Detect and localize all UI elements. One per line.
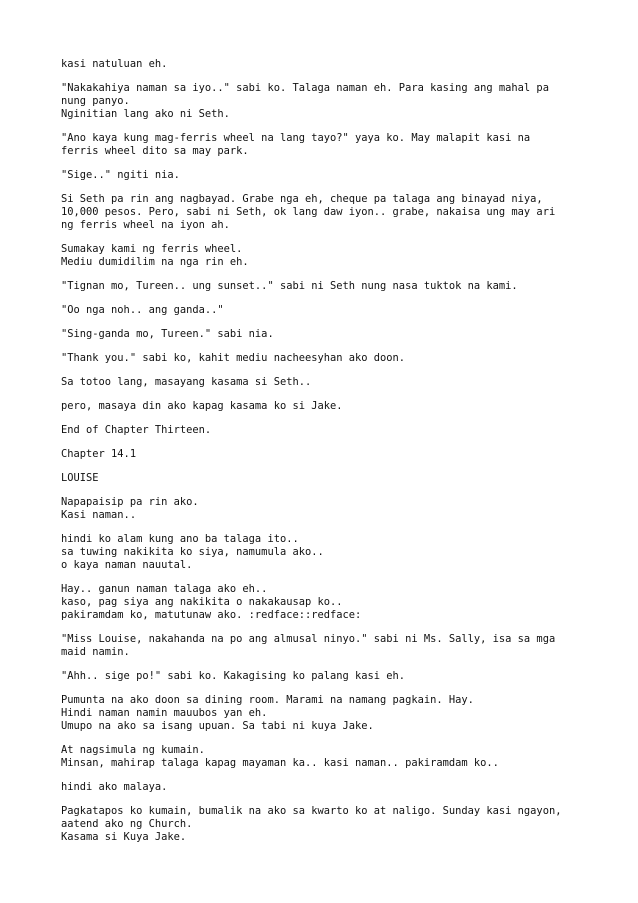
paragraph: At nagsimula ng kumain. Minsan, mahirap talaga kapag mayaman ka.. kasi naman.. pakiramdam ko.. (61, 744, 499, 769)
paragraph: pero, masaya din ako kapag kasama ko si Jake. (61, 400, 343, 412)
paragraph: "Tignan mo, Tureen.. ung sunset.." sabi ni Seth nung nasa tuktok na kami. (61, 280, 518, 292)
paragraph: Si Seth pa rin ang nagbayad. Grabe nga eh, cheque pa talaga ang binayad niya, 10,000 pesos. Pero, sabi ni Seth, ok lang daw iyon.. grabe, nakaisa ung may ari ng ferris wheel na iyon ah. (61, 193, 556, 231)
paragraph: hindi ako malaya. (61, 781, 168, 793)
paragraph: "Ano kaya kung mag-ferris wheel na lang tayo?" yaya ko. May malapit kasi na ferris wheel dito sa may park. (61, 132, 531, 157)
paragraph: "Sige.." ngiti nia. (61, 169, 180, 181)
paragraph: Pumunta na ako doon sa dining room. Marami na namang pagkain. Hay. Hindi naman namin mauubos yan eh. Umupo na ako sa isang upuan. Sa tabi ni kuya Jake. (61, 694, 474, 732)
paragraph: Sumakay kami ng ferris wheel. Mediu dumidilim na nga rin eh. (61, 243, 249, 268)
chapter-end-line: End of Chapter Thirteen. (61, 424, 212, 436)
paragraph: Sa totoo lang, masayang kasama si Seth.. (61, 376, 312, 388)
paragraph: Napapaisip pa rin ako. Kasi naman.. (61, 496, 199, 521)
narrator-heading: LOUISE (61, 472, 99, 484)
paragraph: "Nakakahiya naman sa iyo.." sabi ko. Talaga naman eh. Para kasing ang mahal pa nung panyo. Nginitian lang ako ni Seth. (61, 82, 549, 120)
document-body (61, 58, 581, 855)
paragraph: Pagkatapos ko kumain, bumalik na ako sa kwarto ko at naligo. Sunday kasi ngayon, aatend ako ng Church. Kasama si Kuya Jake. (61, 805, 562, 843)
paragraph: kasi natuluan eh. (61, 58, 168, 70)
paragraph: "Ahh.. sige po!" sabi ko. Kakagising ko palang kasi eh. (61, 670, 406, 682)
paragraph: "Oo nga noh.. ang ganda.." (61, 304, 224, 316)
paragraph: "Miss Louise, nakahanda na po ang almusal ninyo." sabi ni Ms. Sally, isa sa mga maid namin. (61, 633, 556, 658)
chapter-heading: Chapter 14.1 (61, 448, 137, 460)
paragraph: "Thank you." sabi ko, kahit mediu nacheesyhan ako doon. (61, 352, 406, 364)
paragraph: hindi ko alam kung ano ba talaga ito.. sa tuwing nakikita ko siya, namumula ako.. o kaya naman nauutal. (61, 533, 324, 571)
paragraph: "Sing-ganda mo, Tureen." sabi nia. (61, 328, 274, 340)
paragraph: Hay.. ganun naman talaga ako eh.. kaso, pag siya ang nakikita o nakakausap ko.. pakiramdam ko, matutunaw ako. :redface::redface: (61, 583, 362, 621)
